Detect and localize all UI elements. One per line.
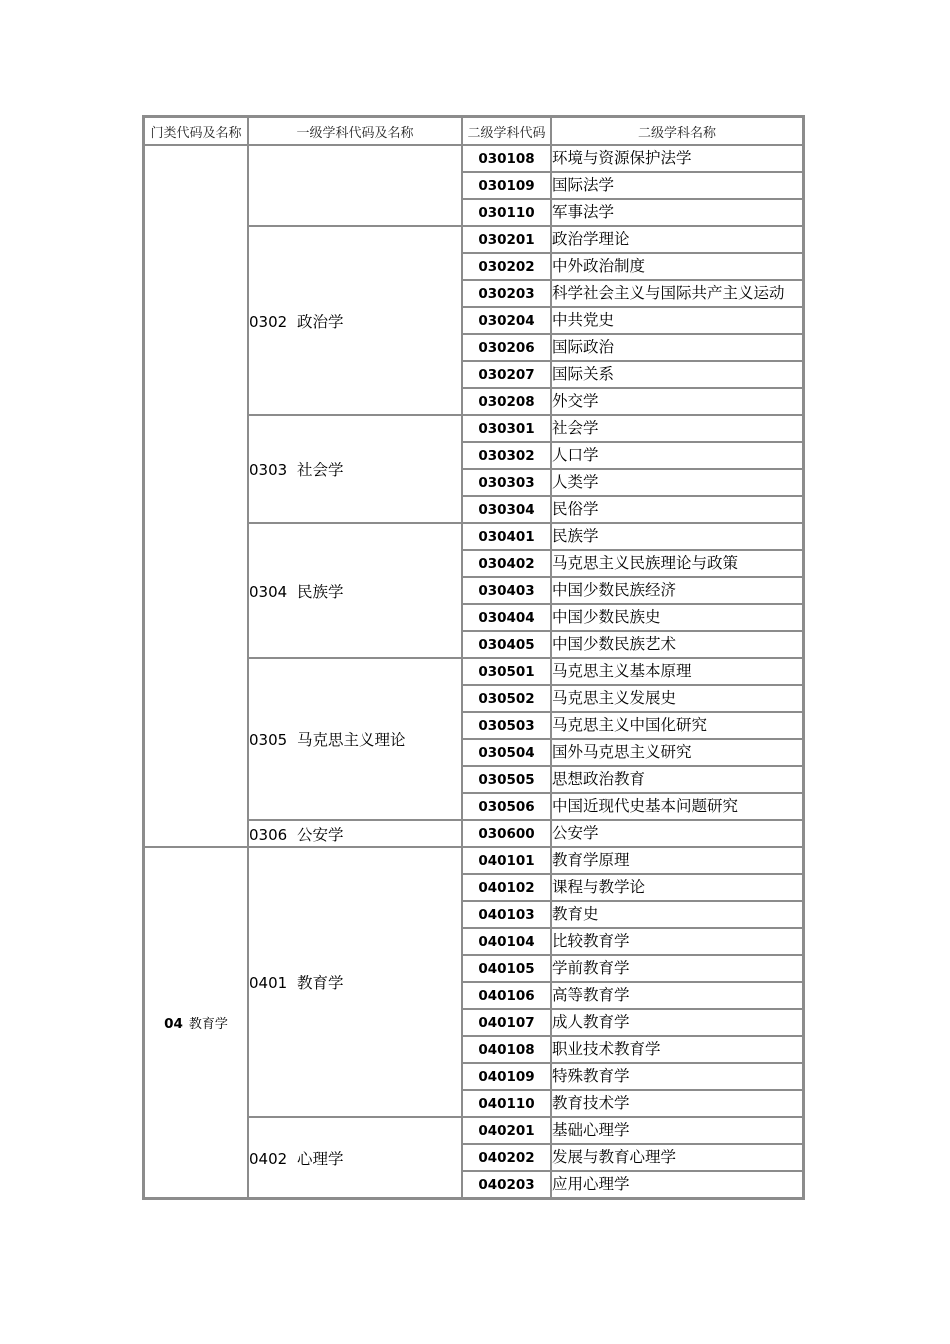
level2-code: 030506 <box>462 793 551 820</box>
level2-code: 030206 <box>462 334 551 361</box>
level2-name: 国外马克思主义研究 <box>551 739 803 766</box>
header-level1: 一级学科代码及名称 <box>248 117 462 145</box>
level1-code: 0303 <box>249 461 288 479</box>
level2-name: 教育史 <box>551 901 803 928</box>
level2-name: 教育技术学 <box>551 1090 803 1117</box>
level2-code: 030302 <box>462 442 551 469</box>
level2-code: 030301 <box>462 415 551 442</box>
level2-code: 040202 <box>462 1144 551 1171</box>
category-cell <box>144 145 248 847</box>
header-category: 门类代码及名称 <box>144 117 248 145</box>
level2-code: 040101 <box>462 847 551 874</box>
level1-cell <box>248 226 462 415</box>
category-code: 04 <box>164 1016 183 1032</box>
level1-name: 民族学 <box>297 582 344 601</box>
level2-code: 030303 <box>462 469 551 496</box>
level1-code: 0401 <box>249 974 288 992</box>
level2-name: 国际法学 <box>551 172 803 199</box>
level1-name: 政治学 <box>297 312 344 331</box>
level2-name: 人类学 <box>551 469 803 496</box>
level2-name: 成人教育学 <box>551 1009 803 1036</box>
level2-name: 国际关系 <box>551 361 803 388</box>
discipline-catalog-table <box>142 115 805 1200</box>
category-name: 教育学 <box>188 1017 228 1032</box>
level2-name: 中外政治制度 <box>551 253 803 280</box>
level2-name: 特殊教育学 <box>551 1063 803 1090</box>
level1-code: 0306 <box>249 825 288 844</box>
level2-name: 应用心理学 <box>551 1171 803 1198</box>
level2-code: 030304 <box>462 496 551 523</box>
level1-code: 0402 <box>249 1149 288 1168</box>
level2-name: 外交学 <box>551 388 803 415</box>
table-row <box>144 145 803 172</box>
level2-code: 030403 <box>462 577 551 604</box>
level2-code: 040108 <box>462 1036 551 1063</box>
level2-name: 中共党史 <box>551 307 803 334</box>
level1-cell <box>248 1117 462 1198</box>
level2-name: 马克思主义中国化研究 <box>551 712 803 739</box>
level1-name: 教育学 <box>297 974 344 992</box>
level2-code: 040106 <box>462 982 551 1009</box>
level2-name: 学前教育学 <box>551 955 803 982</box>
level2-code: 030402 <box>462 550 551 577</box>
level2-code: 040110 <box>462 1090 551 1117</box>
level1-name: 社会学 <box>297 461 344 479</box>
level2-code: 030503 <box>462 712 551 739</box>
level2-name: 高等教育学 <box>551 982 803 1009</box>
category-cell <box>144 847 248 1198</box>
level2-name: 中国少数民族艺术 <box>551 631 803 658</box>
catalog-body <box>144 145 803 1198</box>
level1-cell <box>248 820 462 847</box>
level2-code: 030108 <box>462 145 551 172</box>
level2-name: 马克思主义发展史 <box>551 685 803 712</box>
level2-code: 040107 <box>462 1009 551 1036</box>
level1-cell <box>248 415 462 523</box>
level2-name: 职业技术教育学 <box>551 1036 803 1063</box>
level2-name: 比较教育学 <box>551 928 803 955</box>
level2-name: 中国少数民族经济 <box>551 577 803 604</box>
level2-name: 发展与教育心理学 <box>551 1144 803 1171</box>
level2-name: 国际政治 <box>551 334 803 361</box>
level2-code: 030401 <box>462 523 551 550</box>
level2-name: 中国少数民族史 <box>551 604 803 631</box>
table-row <box>144 847 803 874</box>
header-row <box>144 117 803 145</box>
level2-name: 科学社会主义与国际共产主义运动 <box>551 280 803 307</box>
level1-cell <box>248 145 462 226</box>
level1-code: 0305 <box>249 731 288 749</box>
level2-code: 030208 <box>462 388 551 415</box>
level2-code: 030505 <box>462 766 551 793</box>
level2-name: 马克思主义基本原理 <box>551 658 803 685</box>
level2-code: 030501 <box>462 658 551 685</box>
level2-code: 030204 <box>462 307 551 334</box>
level2-code: 040104 <box>462 928 551 955</box>
level2-name: 社会学 <box>551 415 803 442</box>
level2-name: 课程与教学论 <box>551 874 803 901</box>
level2-code: 040201 <box>462 1117 551 1144</box>
level2-code: 040203 <box>462 1171 551 1198</box>
level2-code: 030504 <box>462 739 551 766</box>
level2-code: 040102 <box>462 874 551 901</box>
level1-code: 0304 <box>249 582 288 601</box>
level2-code: 040109 <box>462 1063 551 1090</box>
level2-code: 030110 <box>462 199 551 226</box>
level2-name: 人口学 <box>551 442 803 469</box>
level2-name: 政治学理论 <box>551 226 803 253</box>
level2-code: 040105 <box>462 955 551 982</box>
level2-code: 030502 <box>462 685 551 712</box>
level1-name: 公安学 <box>297 825 344 844</box>
level2-code: 030207 <box>462 361 551 388</box>
level2-code: 030109 <box>462 172 551 199</box>
level2-code: 030405 <box>462 631 551 658</box>
level2-name: 公安学 <box>551 820 803 847</box>
level2-name: 中国近现代史基本问题研究 <box>551 793 803 820</box>
level2-name: 民俗学 <box>551 496 803 523</box>
level2-name: 教育学原理 <box>551 847 803 874</box>
level2-name: 环境与资源保护法学 <box>551 145 803 172</box>
level2-code: 030203 <box>462 280 551 307</box>
level1-name: 心理学 <box>297 1149 344 1168</box>
level2-code: 040103 <box>462 901 551 928</box>
level2-code: 030404 <box>462 604 551 631</box>
level2-name: 基础心理学 <box>551 1117 803 1144</box>
level2-name: 民族学 <box>551 523 803 550</box>
level2-name: 军事法学 <box>551 199 803 226</box>
level1-cell <box>248 523 462 658</box>
level1-name: 马克思主义理论 <box>297 731 406 749</box>
level2-code: 030202 <box>462 253 551 280</box>
level1-code: 0302 <box>249 312 288 331</box>
header-level2-code: 二级学科代码 <box>462 117 551 145</box>
level2-code: 030600 <box>462 820 551 847</box>
level2-name: 马克思主义民族理论与政策 <box>551 550 803 577</box>
level2-code: 030201 <box>462 226 551 253</box>
level1-cell <box>248 847 462 1117</box>
level1-cell <box>248 658 462 820</box>
header-level2-name: 二级学科名称 <box>551 117 803 145</box>
level2-name: 思想政治教育 <box>551 766 803 793</box>
